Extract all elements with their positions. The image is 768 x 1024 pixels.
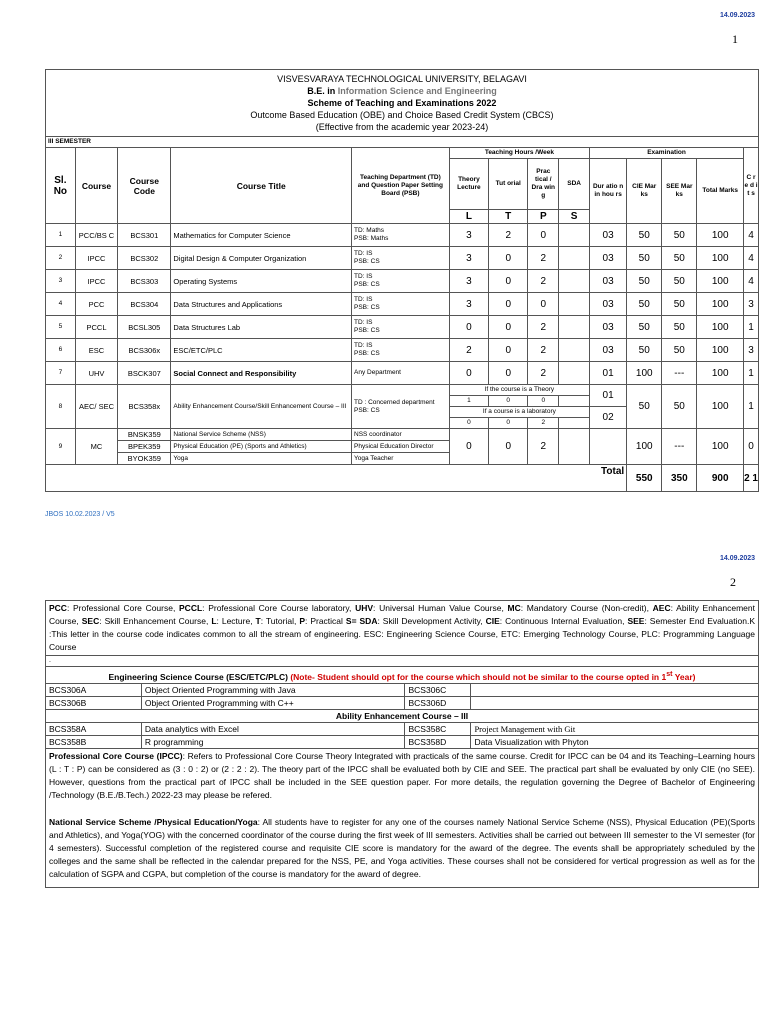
row-t: 0 [489,293,528,316]
row-p: 2 [528,362,559,385]
totals-total: 900 [697,465,744,492]
col-total: Total Marks [697,159,744,224]
row-see: --- [662,362,697,385]
col-tutorial: Tut orial [489,159,528,210]
row-course: PCCL [75,316,118,339]
row-dur: 03 [590,316,627,339]
row-s [559,362,590,385]
row-total: 100 [697,293,744,316]
row-t: 0 [489,270,528,293]
col-dept: Teaching Department (TD) and Question Paper Setting Board (PSB) [352,148,450,224]
row-code: BCS306x [118,339,171,362]
row-l: 3 [449,247,488,270]
row-code: BCS304 [118,293,171,316]
row-p: 2 [528,247,559,270]
row-title: Digital Design & Computer Organization [171,247,352,270]
col-duration: Dur atio n in hou rs [590,159,627,224]
row-total: 100 [697,339,744,362]
row-p: 0 [528,293,559,316]
aec-theory-l: 1 [449,396,488,407]
row-sl: 5 [46,316,76,339]
row-cie: 50 [627,270,662,293]
row-total: 100 [697,429,744,465]
row-dept: TD: IS PSB: CS [352,293,450,316]
degree-name: B.E. in Information Science and Engineering [307,86,497,96]
row-t: 0 [489,316,528,339]
row-cie: 50 [627,247,662,270]
row-title: Operating Systems [171,270,352,293]
col-course: Course [75,148,118,224]
aec-dur-theory: 01 [590,385,627,407]
totals-label: Total [590,465,627,492]
mc-title-2: Physical Education (PE) (Sports and Athletics) [171,441,352,453]
row-cie: 50 [627,339,662,362]
aec-lab-s [559,418,590,429]
row-total: 100 [697,270,744,293]
row-sl: 6 [46,339,76,362]
row-title: Social Connect and Responsibility [171,362,352,385]
course-rows [46,224,759,385]
mc-code-2: BPEK359 [118,441,171,453]
row-total: 100 [697,316,744,339]
row-cie: 50 [627,385,662,429]
aec-lab-l: 0 [449,418,488,429]
esc-title [471,696,759,709]
col-examination: Examination [590,148,744,159]
aec-title: R programming [141,735,405,748]
row-dept: TD: IS PSB: CS [352,270,450,293]
col-sl-no: Sl. No [46,148,76,224]
table-row [46,385,759,396]
row-t: 0 [489,429,528,465]
ipcc-note: Professional Core Course (IPCC): Refers to Professional Core Course Theory Integrated with practicals of the same course. Credit for IPCC can be 04 and its Teaching–Learning hours (L : T : P) can be considered as (3 : 0 : 2) or (2 : 2 : 2). The theory part of the IPCC shall be evaluated both by CIE and SEE. The practical part shall be evaluated by only CIE (no SEE). However, questions from the practical part of IPCC shall be included in the SEE question paper. For more details, the regulation governing the Degree of Bachelor of Engineering /Technology (B.E./B.Tech.) 2022-23 may please be refered. National Service Scheme /Physical Education/Yoga: All students have to register for any one of the courses namely National Service Scheme (NSS), Physical Education (PE)(Sports and Athletics), and Yoga(YOG) with the concerned coordinator of the course during the first week of III semesters. Activities shall be carried out between III semester to the VI semester (for 4 semesters). Successful completion of the registered course and requisite CIE score is mandatory for the award of the degree. The events shall be appropriately scheduled by the colleges and the same shall be reflected in the calendar prepared for the NSS, PE, and Yoga activities. These courses shall not be considered for vertical progression as well as for the calculation of SGPA and CGPA, but completion of the course is mandatory for the award of degree. [46,748,759,887]
row-dept: TD: Maths PSB: Maths [352,224,450,247]
table-row [46,362,759,385]
row-sl: 8 [46,385,76,429]
row-title: Ability Enhancement Course/Skill Enhancement Course – III [171,385,352,429]
table-row [46,696,759,709]
totals-see: 350 [662,465,697,492]
row-sl: 9 [46,429,76,465]
col-sda: SDA [559,159,590,210]
table-row [46,293,759,316]
aec-code: BCS358C [405,722,471,735]
esc-code: BCS306A [46,683,142,696]
aec-theory-t: 0 [489,396,528,407]
row-dur: 03 [590,224,627,247]
row-course: AEC/ SEC [75,385,118,429]
row-see: 50 [662,293,697,316]
row-p: 2 [528,429,559,465]
row-see: 50 [662,339,697,362]
row-course: UHV [75,362,118,385]
row-dur: 03 [590,293,627,316]
row-total: 100 [697,224,744,247]
col-see: SEE Mar ks [662,159,697,224]
row-sl: 2 [46,247,76,270]
row-p: 2 [528,316,559,339]
totals-row [46,465,759,492]
col-course-code: Course Code [118,148,171,224]
row-total: 100 [697,362,744,385]
row-course: PCC [75,293,118,316]
col-course-title: Course Title [171,148,352,224]
row-l: 3 [449,224,488,247]
row-sl: 3 [46,270,76,293]
row-see: 50 [662,270,697,293]
aec-code: BCS358A [46,722,142,735]
row-dept: TD : Concerned department PSB: CS [352,385,450,429]
row-dept: Any Department [352,362,450,385]
table-row [46,339,759,362]
aec-title: Data analytics with Excel [141,722,405,735]
col-p: P [528,210,559,224]
row-t: 0 [489,247,528,270]
row-cie: 50 [627,224,662,247]
row-course: ESC [75,339,118,362]
esc-title: Object Oriented Programming with C++ [141,696,405,709]
row-s [559,293,590,316]
row-cie: 50 [627,316,662,339]
row-credits: 3 [744,293,759,316]
separator-dot: . [46,656,759,667]
row-see: --- [662,429,697,465]
row-credits: 1 [744,385,759,429]
mc-title-3: Yoga [171,453,352,465]
row-cie: 100 [627,362,662,385]
row-s [559,429,590,465]
table-row [46,429,759,441]
row-title: Data Structures and Applications [171,293,352,316]
scheme-header [46,70,759,137]
mc-dept-1: NSS coordinator [352,429,450,441]
row-dept: TD: IS PSB: CS [352,247,450,270]
semester-label: III SEMESTER [46,137,759,148]
col-credits: C r e d i t s [744,148,759,224]
row-dur: 03 [590,247,627,270]
aec-dur-lab: 02 [590,407,627,429]
obe-line: Outcome Based Education (OBE) and Choice Based Credit System (CBCS) [250,110,554,120]
esc-title [471,683,759,696]
row-see: 50 [662,385,697,429]
row-total: 100 [697,385,744,429]
row-p: 0 [528,224,559,247]
row-credits: 4 [744,247,759,270]
row-credits: 1 [744,316,759,339]
row-credits: 0 [744,429,759,465]
row-see: 50 [662,316,697,339]
esc-code: BCS306D [405,696,471,709]
row-dur [590,429,627,465]
aec-lab-p: 2 [528,418,559,429]
row-code: BCS303 [118,270,171,293]
university-name: VISVESVARAYA TECHNOLOGICAL UNIVERSITY, BELAGAVI [277,74,527,84]
aec-title: Project Management with Git [471,722,759,735]
row-course: IPCC [75,270,118,293]
row-cie: 50 [627,293,662,316]
notes-table [45,600,759,888]
col-theory: Theory Lecture [449,159,488,210]
table-row [46,722,759,735]
row-dept: TD: IS PSB: CS [352,316,450,339]
page-date: 14.09.2023 [720,555,756,562]
row-see: 50 [662,224,697,247]
aec-theory-note: If the course is a Theory [449,385,589,396]
table-row [46,247,759,270]
table-row [46,270,759,293]
aec-theory-p: 0 [528,396,559,407]
table-row [46,683,759,696]
row-s [559,247,590,270]
row-l: 0 [449,362,488,385]
totals-cie: 550 [627,465,662,492]
row-credits: 4 [744,270,759,293]
row-dur: 03 [590,339,627,362]
page-footer: JBOS 10.02.2023 / V5 [45,511,115,518]
scheme-table [45,69,759,492]
col-s: S [559,210,590,224]
mc-dept-2: Physical Education Director [352,441,450,453]
row-p: 2 [528,270,559,293]
row-code: BCS302 [118,247,171,270]
esc-code: BCS306C [405,683,471,696]
row-course: PCC/BS C [75,224,118,247]
row-s [559,224,590,247]
mc-code-3: BYOK359 [118,453,171,465]
row-total: 100 [697,247,744,270]
table-row [46,735,759,748]
row-code: BCS358x [118,385,171,429]
row-dur: 01 [590,362,627,385]
row-title: Mathematics for Computer Science [171,224,352,247]
aec-lab-note: If a course is a laboratory [449,407,589,418]
row-t: 2 [489,224,528,247]
aec-lab-t: 0 [489,418,528,429]
mc-dept-3: Yoga Teacher [352,453,450,465]
row-s [559,339,590,362]
row-credits: 3 [744,339,759,362]
row-p: 2 [528,339,559,362]
row-sl: 7 [46,362,76,385]
esc-code: BCS306B [46,696,142,709]
row-l: 3 [449,293,488,316]
row-credits: 1 [744,362,759,385]
aec-title: Data Visualization with Phyton [471,735,759,748]
abbreviations: PCC: Professional Core Course, PCCL: Professional Core Course laboratory, UHV: Universal Human Value Course, MC: Mandatory Course (Non-credit), AEC: Ability Enhancement Course, SEC: Skill Enhancement Course, L: Lecture, T: Tutorial, P: Practical S= SDA: Skill Development Activity, CIE: Continuous Internal Evaluation, SEE: Semester End Evaluation.K :This letter in the course code indicates common to all the stream of engineering. ESC: Engineering Science Course, ETC: Emerging Technology Course, PLC: Programming Language Course [46,601,759,656]
row-s [559,316,590,339]
col-practical: Prac tical / Dra win g [528,159,559,210]
esc-title: Object Oriented Programming with Java [141,683,405,696]
row-t: 0 [489,339,528,362]
row-title: Data Structures Lab [171,316,352,339]
col-teaching-hours: Teaching Hours /Week [449,148,589,159]
col-t: T [489,210,528,224]
row-course: IPCC [75,247,118,270]
table-row [46,224,759,247]
row-see: 50 [662,247,697,270]
row-dur: 03 [590,270,627,293]
col-cie: CIE Mar ks [627,159,662,224]
esc-heading: Engineering Science Course (ESC/ETC/PLC) (Note- Student should opt for the course which should not be similar to the course opted in 1st Year) [46,667,759,684]
aec-code: BCS358B [46,735,142,748]
row-t: 0 [489,362,528,385]
table-row [46,316,759,339]
row-l: 2 [449,339,488,362]
row-sl: 1 [46,224,76,247]
mc-title-1: National Service Scheme (NSS) [171,429,352,441]
effective-line: (Effective from the academic year 2023-24) [315,122,489,132]
row-s [559,270,590,293]
page-number: 1 [732,32,738,46]
row-code: BCSL305 [118,316,171,339]
row-l: 0 [449,429,488,465]
page-number: 2 [730,575,736,589]
aec-heading: Ability Enhancement Course – III [46,709,759,722]
row-sl: 4 [46,293,76,316]
row-cie: 100 [627,429,662,465]
aec-theory-s [559,396,590,407]
row-code: BSCK307 [118,362,171,385]
totals-credits: 2 1 [744,465,759,492]
aec-code: BCS358D [405,735,471,748]
page-date: 14.09.2023 [720,12,756,19]
col-l: L [449,210,488,224]
row-title: ESC/ETC/PLC [171,339,352,362]
row-l: 3 [449,270,488,293]
scheme-title: Scheme of Teaching and Examinations 2022 [307,98,497,108]
row-code: BCS301 [118,224,171,247]
row-course: MC [75,429,118,465]
row-credits: 4 [744,224,759,247]
row-dept: TD: IS PSB: CS [352,339,450,362]
mc-code-1: BNSK359 [118,429,171,441]
row-l: 0 [449,316,488,339]
